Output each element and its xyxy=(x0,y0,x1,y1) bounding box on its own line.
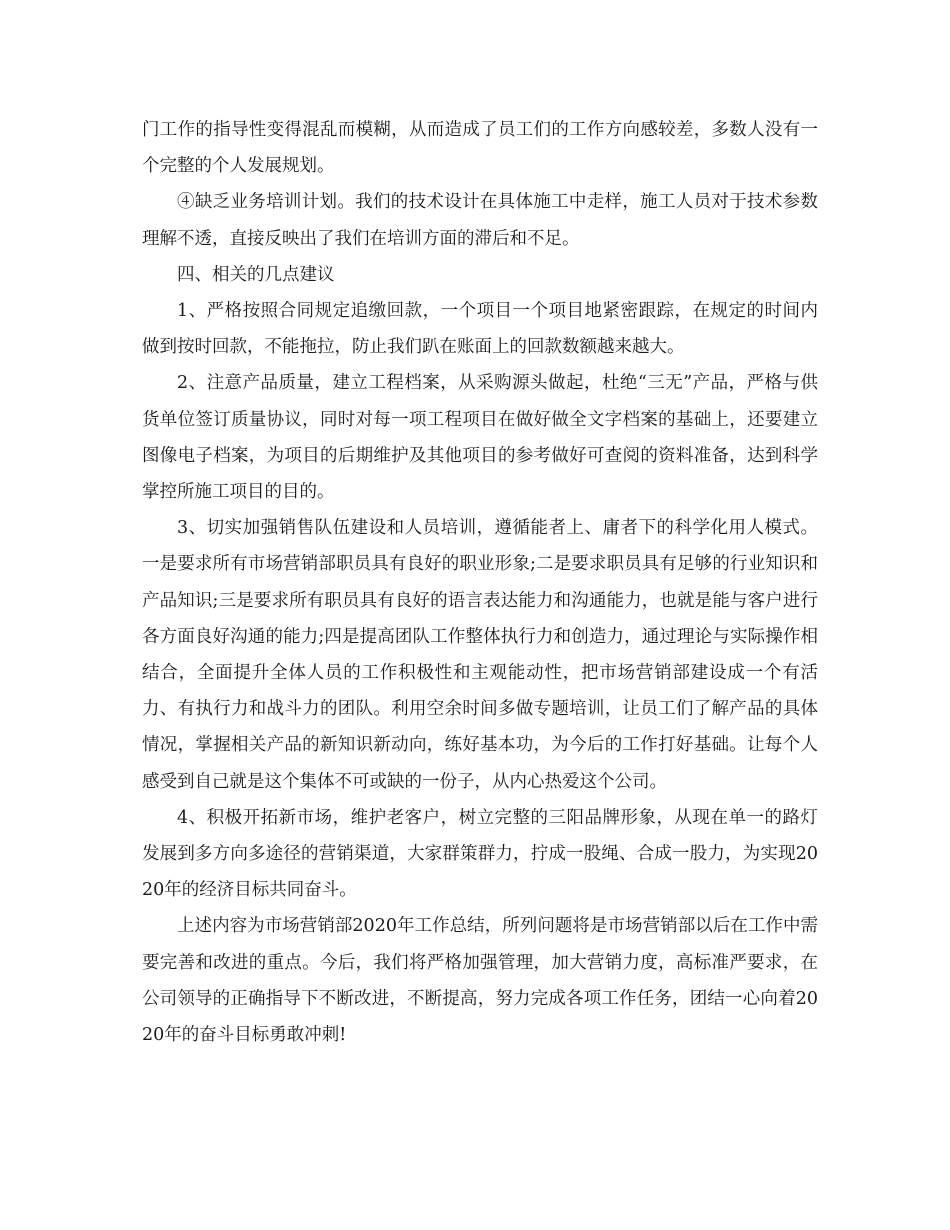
paragraph-suggestion-2: 2、注意产品质量，建立工程档案，从采购源头做起，杜绝“三无”产品，严格与供货单位签订质量协议，同时对每一项工程项目在做好做全文字档案的基础上，还要建立图像电子档案，为项目的后期维护及其他项目的参考做好可查阅的资料准备，达到科学掌控所施工项目的目的。 xyxy=(142,373,818,503)
paragraph-suggestion-3: 3、切实加强销售队伍建设和人员培训，遵循能者上、庸者下的科学化用人模式。一是要求所有市场营销部职员具有良好的职业形象;二是要求职员具有足够的行业知识和产品知识;三是要求所有职员具有良好的语言表达能力和沟通能力，也就是能与客户进行各方面良好沟通的能力;四是提高团队工作整体执行力和创造力，通过理论与实际操作相结合，全面提升全体人员的工作积极性和主观能动性，把市场营销部建设成一个有活力、有执行力和战斗力的团队。利用空余时间多做专题培训，让员工们了解产品的具体情况，掌握相关产品的新知识新动向，练好基本功，为今后的工作打好基础。让每个人感受到自己就是这个集体不可或缺的一份子，从内心热爱这个公司。 xyxy=(142,518,818,792)
section-heading-suggestions: 四、相关的几点建议 xyxy=(177,264,335,285)
paragraph-continuation: 门工作的指导性变得混乱而模糊，从而造成了员工们的工作方向感较差，多数人没有一个完整的个人发展规划。 xyxy=(142,120,818,177)
paragraph-conclusion: 上述内容为市场营销部2020年工作总结，所列问题将是市场营销部以后在工作中需要完善和改进的重点。今后，我们将严格加强管理，加大营销力度，高标准严要求，在公司领导的正确指导下不断改进，不断提高，努力完成各项工作任务，团结一心向着2020年的奋斗目标勇敢冲刺! xyxy=(142,916,818,1046)
paragraph-suggestion-4: 4、积极开拓新市场，维护老客户，树立完整的三阳品牌形象，从现在单一的路灯发展到多方向多途径的营销渠道，大家群策群力，拧成一股绳、合成一股力，为实现2020年的经济目标共同奋斗。 xyxy=(142,807,818,901)
document-page xyxy=(142,112,818,1053)
paragraph-point-4: ④缺乏业务培训计划。我们的技术设计在具体施工中走样，施工人员对于技术参数理解不透，直接反映出了我们在培训方面的滞后和不足。 xyxy=(142,192,818,249)
paragraph-suggestion-1: 1、严格按照合同规定追缴回款，一个项目一个项目地紧密跟踪，在规定的时间内做到按时回款，不能拖拉，防止我们趴在账面上的回款数额越来越大。 xyxy=(142,301,818,358)
